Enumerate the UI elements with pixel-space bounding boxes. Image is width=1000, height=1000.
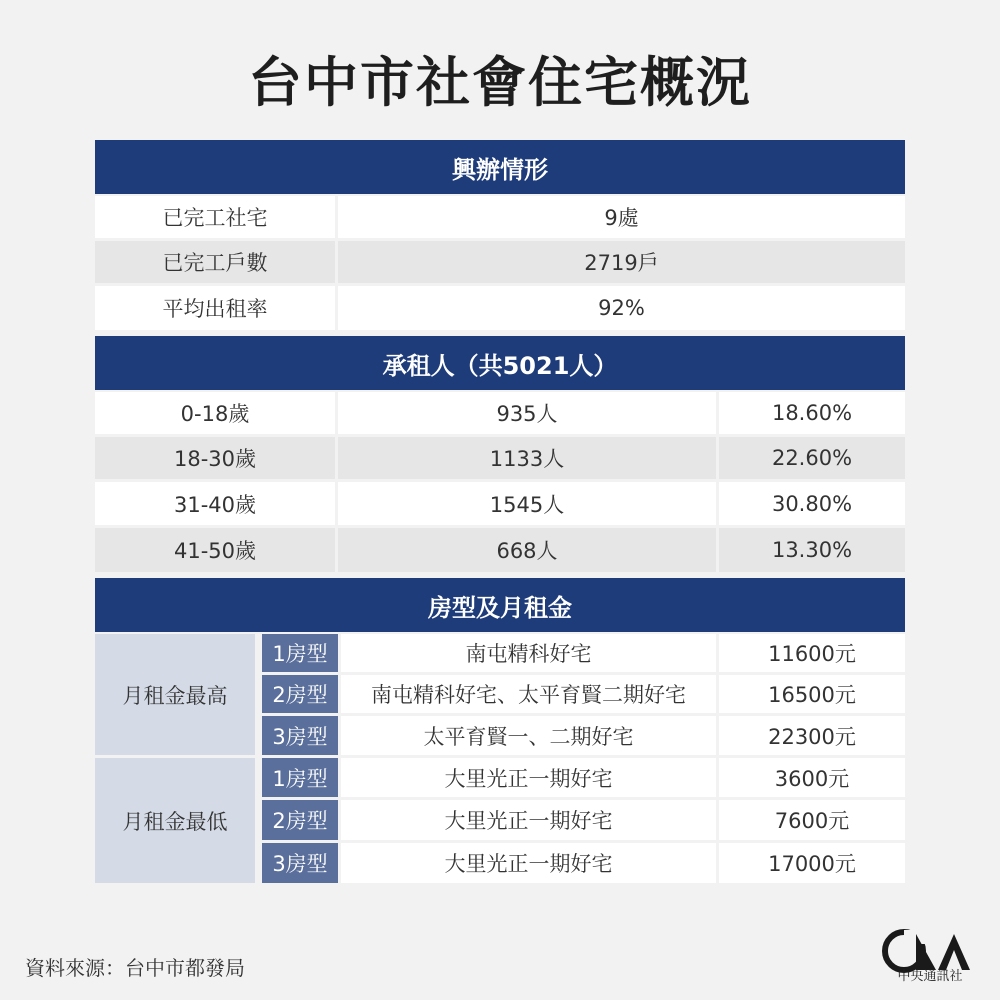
source-note: 資料來源：台中市都發局: [25, 956, 245, 980]
row-value: 9處: [338, 196, 905, 238]
age-group: 18-30歲: [95, 437, 335, 479]
table-row: [95, 482, 905, 525]
page-title: 台中市社會住宅概況: [248, 51, 752, 114]
age-group: 31-40歲: [95, 482, 335, 525]
tenant-count: 1133人: [338, 437, 716, 479]
section-header-tenants: 承租人（共5021人）: [95, 336, 905, 390]
table-row: [262, 634, 905, 672]
housing-name: 大里光正一期好宅: [341, 758, 716, 797]
group-label-lowest: 月租金最低: [95, 758, 255, 883]
table-row: [262, 758, 905, 797]
monthly-rent: 11600元: [719, 634, 905, 672]
table-row: [262, 800, 905, 840]
row-label: 已完工社宅: [95, 196, 335, 238]
room-type-badge: 2房型: [262, 675, 338, 713]
row-label: 已完工戶數: [95, 241, 335, 283]
age-group: 0-18歲: [95, 392, 335, 434]
tenant-percent: 13.30%: [719, 528, 905, 572]
table-row: [95, 196, 905, 238]
row-label: 平均出租率: [95, 286, 335, 330]
housing-name: 南屯精科好宅、太平育賢二期好宅: [341, 675, 716, 713]
monthly-rent: 16500元: [719, 675, 905, 713]
table-row: [95, 286, 905, 330]
room-type-badge: 1房型: [262, 634, 338, 672]
tenant-percent: 30.80%: [719, 482, 905, 525]
table-row: [262, 675, 905, 713]
room-type-badge: 2房型: [262, 800, 338, 840]
monthly-rent: 7600元: [719, 800, 905, 840]
housing-name: 太平育賢一、二期好宅: [341, 716, 716, 755]
tenant-count: 935人: [338, 392, 716, 434]
age-group: 41-50歲: [95, 528, 335, 572]
room-type-badge: 3房型: [262, 843, 338, 883]
section-header-rent: 房型及月租金: [95, 578, 905, 632]
housing-name: 大里光正一期好宅: [341, 800, 716, 840]
table-row: [95, 437, 905, 479]
row-value: 92%: [338, 286, 905, 330]
monthly-rent: 3600元: [719, 758, 905, 797]
monthly-rent: 17000元: [719, 843, 905, 883]
tenant-count: 668人: [338, 528, 716, 572]
monthly-rent: 22300元: [719, 716, 905, 755]
tenant-percent: 18.60%: [719, 392, 905, 434]
logo-text: 中央通訊社: [897, 969, 963, 984]
housing-name: 大里光正一期好宅: [341, 843, 716, 883]
housing-name: 南屯精科好宅: [341, 634, 716, 672]
row-value: 2719戶: [338, 241, 905, 283]
group-label-highest: 月租金最高: [95, 634, 255, 755]
room-type-badge: 1房型: [262, 758, 338, 797]
section-header-status: 興辦情形: [95, 140, 905, 194]
tenant-percent: 22.60%: [719, 437, 905, 479]
table-row: [95, 392, 905, 434]
table-row: [95, 241, 905, 283]
room-type-badge: 3房型: [262, 716, 338, 755]
tenant-count: 1545人: [338, 482, 716, 525]
table-row: [262, 716, 905, 755]
table-row: [262, 843, 905, 883]
table-row: [95, 528, 905, 572]
